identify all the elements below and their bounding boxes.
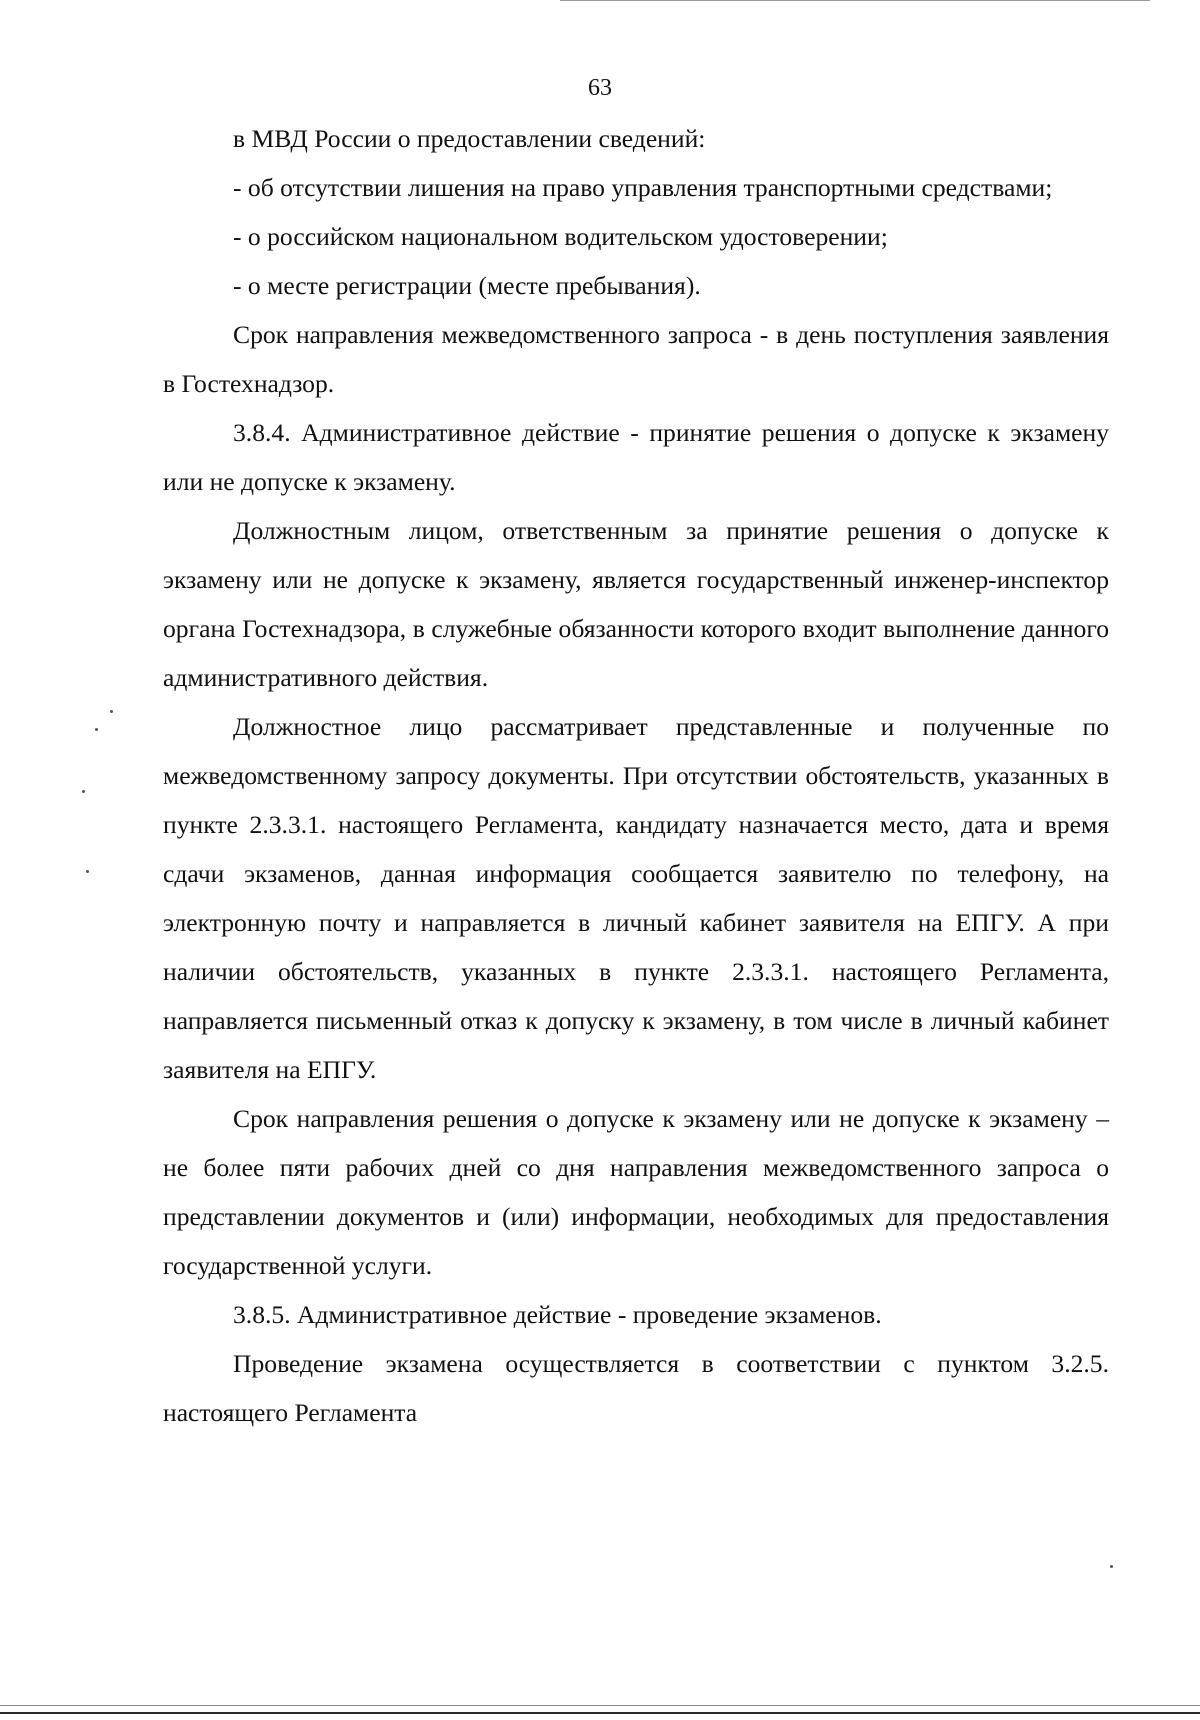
paragraph-mvd-request: в МВД России о предоставлении сведений:	[233, 124, 706, 153]
paragraph-exam-procedure: Проведение экзамена осуществляется в соответствии с пунктом 3.2.5. настоящего Регламента	[163, 1349, 1109, 1427]
scan-speck	[95, 728, 98, 731]
scan-edge-line-top	[560, 0, 1150, 1]
paragraph-license-item: - о российском национальном водительском удостоверении;	[233, 222, 888, 251]
paragraph-responsible-official: Должностным лицом, ответственным за принятие решения о допуске к экзамену или не допуске к экзамену, является государственный инженер-инспектор органа Гостехнадзора, в служебные обязанности которого входит выполнение данного административного действия.	[163, 516, 1109, 692]
scan-edge-line-bottom	[0, 1712, 1200, 1714]
scan-edge-line-bottom	[0, 1705, 1200, 1706]
paragraph-section-3-8-5: 3.8.5. Административное действие - проведение экзаменов.	[233, 1300, 882, 1329]
scan-speck	[86, 870, 89, 873]
scan-speck	[110, 710, 113, 713]
page-number: 63	[588, 75, 612, 101]
paragraph-registration-item: - о месте регистрации (месте пребывания).	[233, 271, 701, 300]
paragraph-decision-deadline: Срок направления решения о допуске к экзамену или не допуске к экзамену – не более пяти рабочих дней со дня направления межведомственного запроса о представлении документов и (или) информации, необходимых для предоставления государственной услуги.	[163, 1104, 1109, 1280]
scan-speck	[1110, 1565, 1113, 1568]
paragraph-document-review: Должностное лицо рассматривает представленные и полученные по межведомственному запросу документы. При отсутствии обстоятельств, указанных в пункте 2.3.3.1. настоящего Регламента, кандидату назначается место, дата и время сдачи экзаменов, данная информация сообщается заявителю по телефону, на электронную почту и направляется в личный кабинет заявителя на ЕПГУ. А при наличии обстоятельств, указанных в пункте 2.3.3.1. настоящего Регламента, направляется письменный отказ к допуску к экзамену, в том числе в личный кабинет заявителя на ЕПГУ.	[163, 712, 1109, 1084]
scan-speck	[82, 790, 85, 793]
paragraph-deprivation-item: - об отсутствии лишения на право управления транспортными средствами;	[233, 173, 1053, 202]
document-body	[163, 114, 1109, 1437]
paragraph-request-deadline: Срок направления межведомственного запроса - в день поступления заявления в Гостехнадзор.	[163, 320, 1109, 398]
paragraph-section-3-8-4: 3.8.4. Административное действие - принятие решения о допуске к экзамену или не допуске к экзамену.	[163, 418, 1109, 496]
